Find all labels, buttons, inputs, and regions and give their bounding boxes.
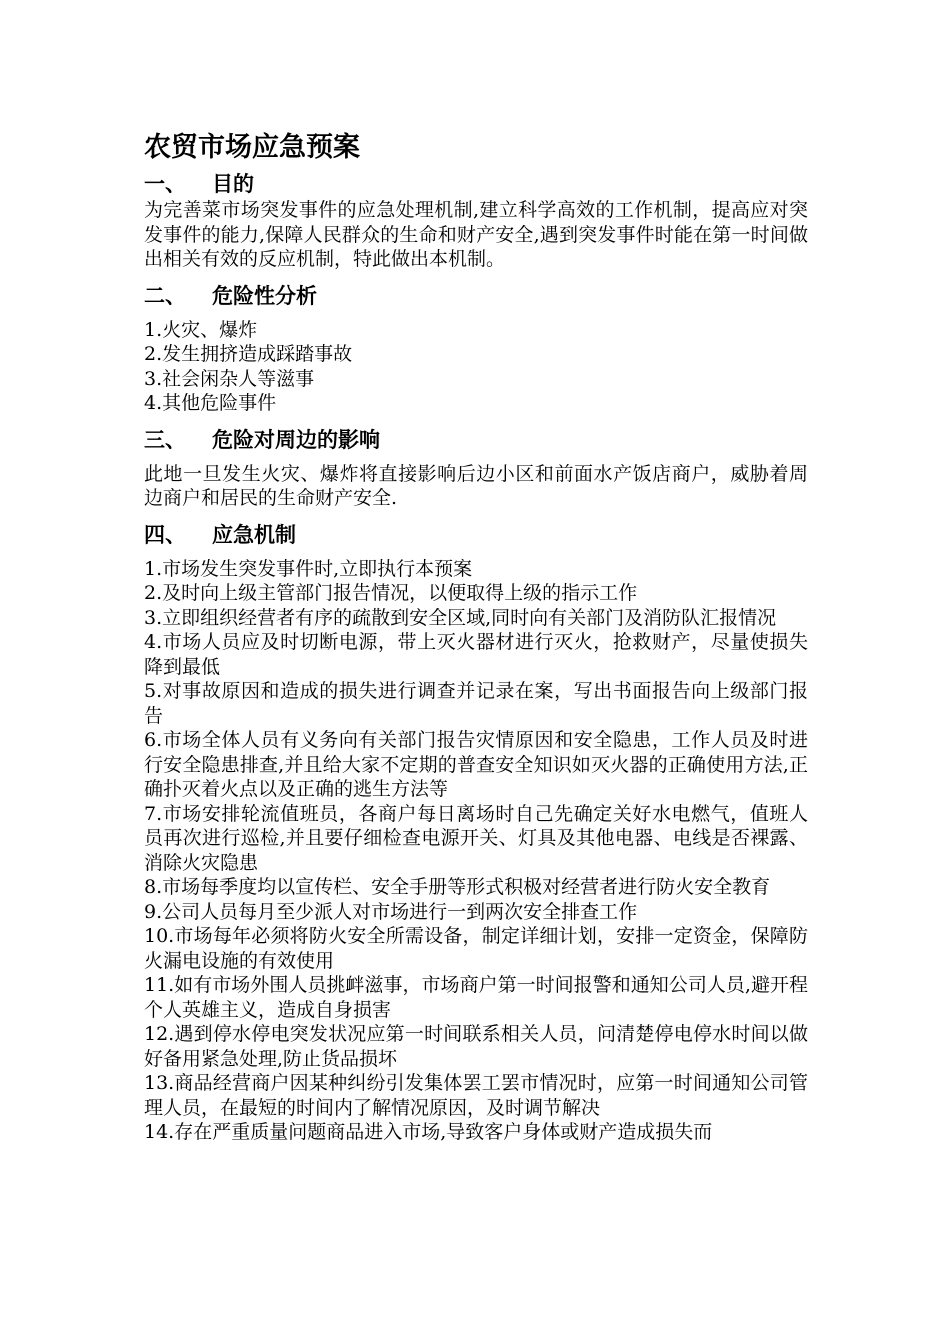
- list-item: 4.其他危险事件: [144, 392, 277, 414]
- list-item: 7.市场安排轮流值班员，各商户每日离场时自己先确定关好水电燃气，值班人员再次进行巡检,并且要仔细检查电源开关、灯具及其他电器、电线是否裸露、消除火灾隐患: [144, 802, 808, 874]
- section-number: 二、: [144, 283, 186, 308]
- section-heading-purpose: [144, 170, 808, 198]
- list-item: 11.如有市场外围人员挑衅滋事，市场商户第一时间报警和通知公司人员,避开程个人英雄主义，造成自身损害: [144, 974, 808, 1021]
- section-title: 应急机制: [212, 522, 296, 547]
- document-title: 农贸市场应急预案: [144, 132, 360, 163]
- list-item: 2.发生拥挤造成踩踏事故: [144, 343, 353, 365]
- list-item: 3.立即组织经营者有序的疏散到安全区域,同时向有关部门及消防队汇报情况: [144, 606, 777, 629]
- list-item: 13.商品经营商户因某种纠纷引发集体罢工罢市情况时，应第一时间通知公司管理人员，在最短的时间内了解情况原因，及时调节解决: [144, 1072, 808, 1119]
- section-paragraph: 为完善菜市场突发事件的应急处理机制,建立科学高效的工作机制，提高应对突发事件的能力,保障人民群众的生命和财产安全,遇到突发事件时能在第一时间做出相关有效的反应机制，特此做出本机制。: [144, 199, 808, 270]
- mechanism-list: [144, 557, 808, 1145]
- section-number: 一、: [144, 172, 186, 196]
- section-heading-surrounding-impact: [144, 426, 808, 454]
- list-item: 9.公司人员每月至少派人对市场进行一到两次安全排查工作: [144, 900, 638, 923]
- section-title: 危险性分析: [212, 283, 317, 308]
- list-item: 10.市场每年必须将防火安全所需设备，制定详细计划，安排一定资金，保障防火漏电设施的有效使用: [144, 925, 808, 972]
- list-item: 14.存在严重质量问题商品进入市场,导致客户身体或财产造成损失而: [144, 1121, 713, 1143]
- risk-list: [144, 318, 808, 416]
- list-item: 4.市场人员应及时切断电源，带上灭火器材进行灭火，抢救财产，尽量使损失降到最低: [144, 631, 808, 678]
- section-title: 危险对周边的影响: [212, 427, 380, 452]
- list-item: 6.市场全体人员有义务向有关部门报告灾情原因和安全隐患，工作人员及时进行安全隐患排查,并且给大家不定期的普查安全知识如灭火器的正确使用方法,正确扑灭着火点以及正确的逃生方法等: [144, 729, 808, 800]
- section-paragraph: 此地一旦发生火灾、爆炸将直接影响后边小区和前面水产饭店商户，威胁着周边商户和居民的生命财产安全.: [144, 462, 808, 509]
- section-heading-risk-analysis: [144, 282, 808, 310]
- list-item: 2.及时向上级主管部门报告情况，以便取得上级的指示工作: [144, 582, 638, 604]
- section-number: 四、: [144, 522, 186, 547]
- list-item: 5.对事故原因和造成的损失进行调查并记录在案，写出书面报告向上级部门报告: [144, 680, 808, 727]
- section-title: 目的: [212, 172, 254, 196]
- list-item: 1.市场发生突发事件时,立即执行本预案: [144, 557, 473, 580]
- section-heading-emergency-mechanism: [144, 521, 808, 549]
- section-number: 三、: [144, 427, 186, 452]
- list-item: 1.火灾、爆炸: [144, 318, 258, 341]
- list-item: 3.社会闲杂人等滋事: [144, 367, 315, 390]
- list-item: 8.市场每季度均以宣传栏、安全手册等形式积极对经营者进行防火安全教育: [144, 876, 771, 898]
- document-page: [144, 128, 808, 1145]
- list-item: 12.遇到停水停电突发状况应第一时间联系相关人员，问清楚停电停水时间以做好备用紧急处理,防止货品损坏: [144, 1023, 808, 1070]
